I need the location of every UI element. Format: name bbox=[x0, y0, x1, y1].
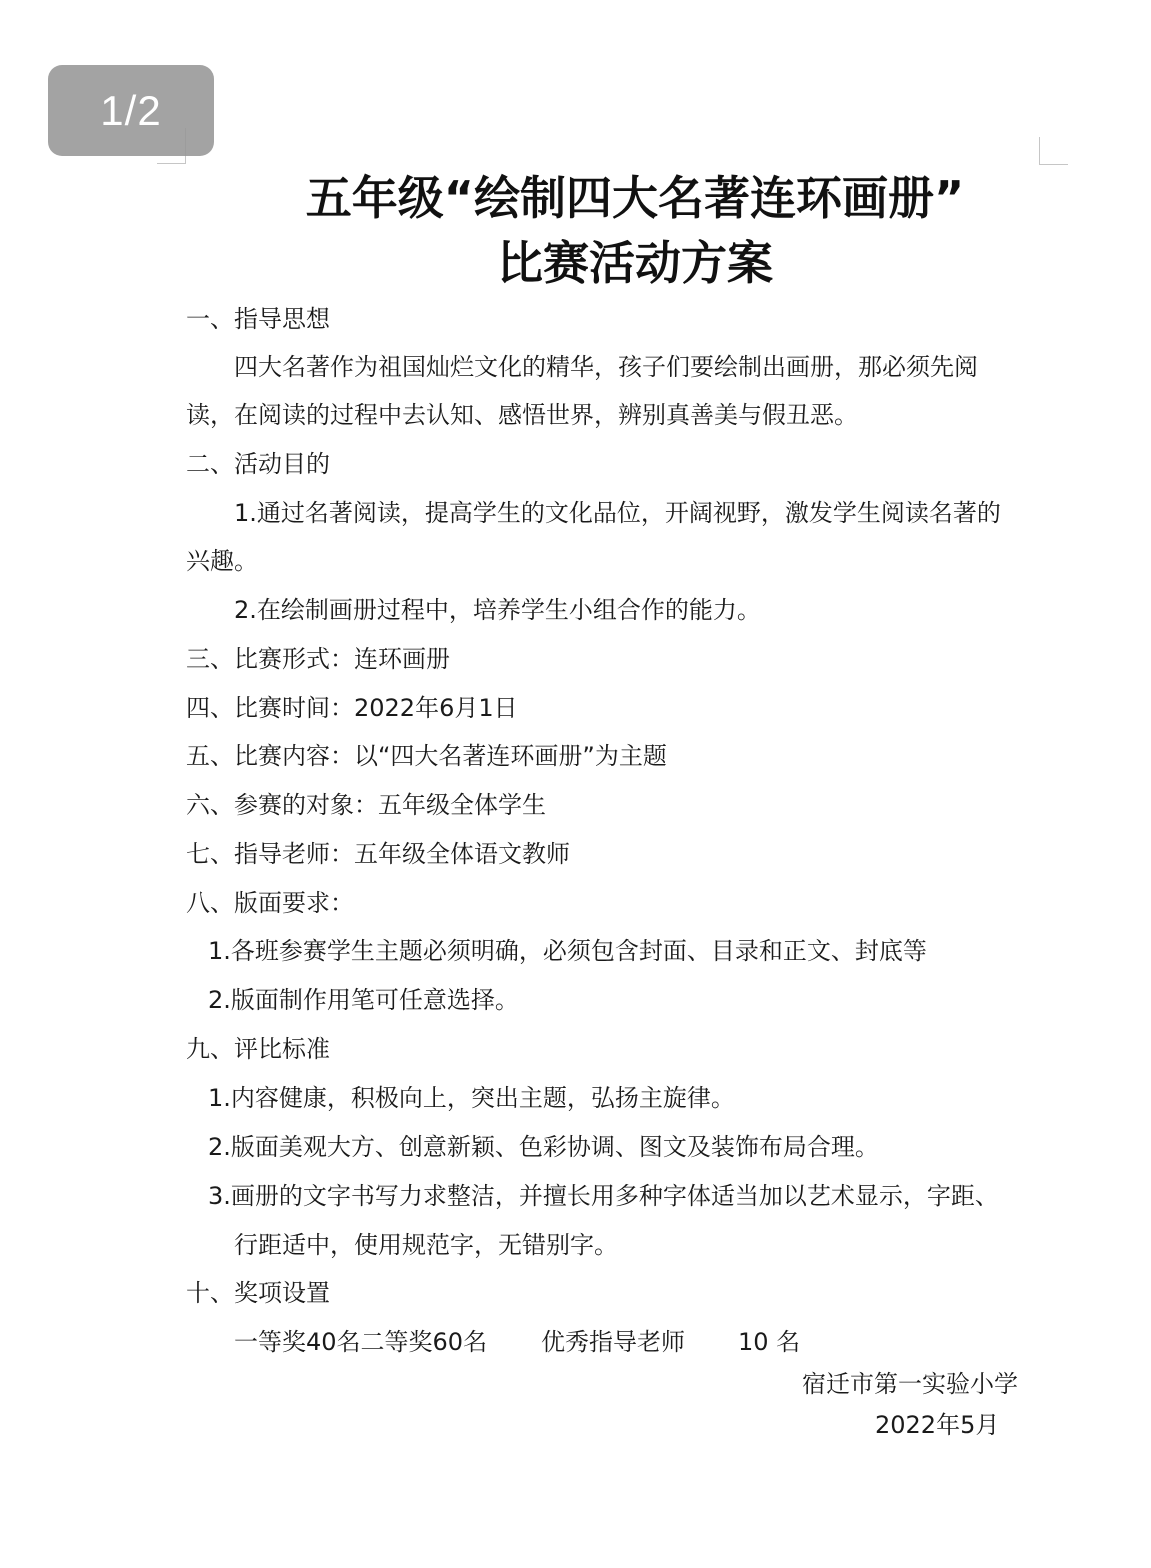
document-text-line: 10 名 bbox=[738, 1328, 801, 1356]
document-text-line: 行距适中，使用规范字，无错别字。 bbox=[234, 1231, 618, 1259]
document-text-line: 九、评比标准 bbox=[186, 1035, 330, 1063]
document-text-line: 1.通过名著阅读，提高学生的文化品位，开阔视野，激发学生阅读名著的 bbox=[234, 499, 1001, 527]
document-text-line: 六、参赛的对象：五年级全体学生 bbox=[186, 791, 546, 819]
document-text-line: 兴趣。 bbox=[186, 547, 258, 575]
document-text-line: 2.版面制作用笔可任意选择。 bbox=[208, 986, 519, 1014]
document-text-line: 七、指导老师：五年级全体语文教师 bbox=[186, 840, 570, 868]
document-text-line: 二、活动目的 bbox=[186, 450, 330, 478]
document-text-line: 五、比赛内容：以“四大名著连环画册”为主题 bbox=[186, 742, 667, 770]
document-text-line: 十、奖项设置 bbox=[186, 1279, 330, 1307]
document-text-line: 一、指导思想 bbox=[186, 305, 330, 333]
document-title-line-1: 五年级“绘制四大名著连环画册” bbox=[305, 171, 965, 225]
document-text-line: 2.版面美观大方、创意新颖、色彩协调、图文及装饰布局合理。 bbox=[208, 1133, 879, 1161]
document-text-line: 3.画册的文字书写力求整洁，并擅长用多种字体适当加以艺术显示，字距、 bbox=[208, 1182, 999, 1210]
document-text-line: 读，在阅读的过程中去认知、感悟世界，辨别真善美与假丑恶。 bbox=[186, 401, 858, 429]
document-title-line-2: 比赛活动方案 bbox=[497, 236, 773, 290]
document-text-line: 2.在绘制画册过程中，培养学生小组合作的能力。 bbox=[234, 596, 761, 624]
document-text-line: 三、比赛形式：连环画册 bbox=[186, 645, 450, 673]
margin-corner-mark-top-right bbox=[1039, 137, 1068, 165]
document-text-line: 四、比赛时间：2022年6月1日 bbox=[186, 694, 518, 722]
document-text-line: 宿迁市第一实验小学 bbox=[802, 1370, 1018, 1398]
document-text-line: 1.内容健康，积极向上，突出主题，弘扬主旋律。 bbox=[208, 1084, 735, 1112]
document-text-line: 优秀指导老师 bbox=[541, 1328, 685, 1356]
document-text-line: 一等奖40名二等奖60名 bbox=[234, 1328, 488, 1356]
document-text-line: 八、版面要求： bbox=[186, 889, 354, 917]
document-text-line: 1.各班参赛学生主题必须明确，必须包含封面、目录和正文、封底等 bbox=[208, 937, 927, 965]
document-text-line: 四大名著作为祖国灿烂文化的精华，孩子们要绘制出画册，那必须先阅 bbox=[234, 353, 978, 381]
document-text-line: 2022年5月 bbox=[875, 1411, 1000, 1439]
page-indicator-badge: 1/2 bbox=[48, 65, 214, 156]
